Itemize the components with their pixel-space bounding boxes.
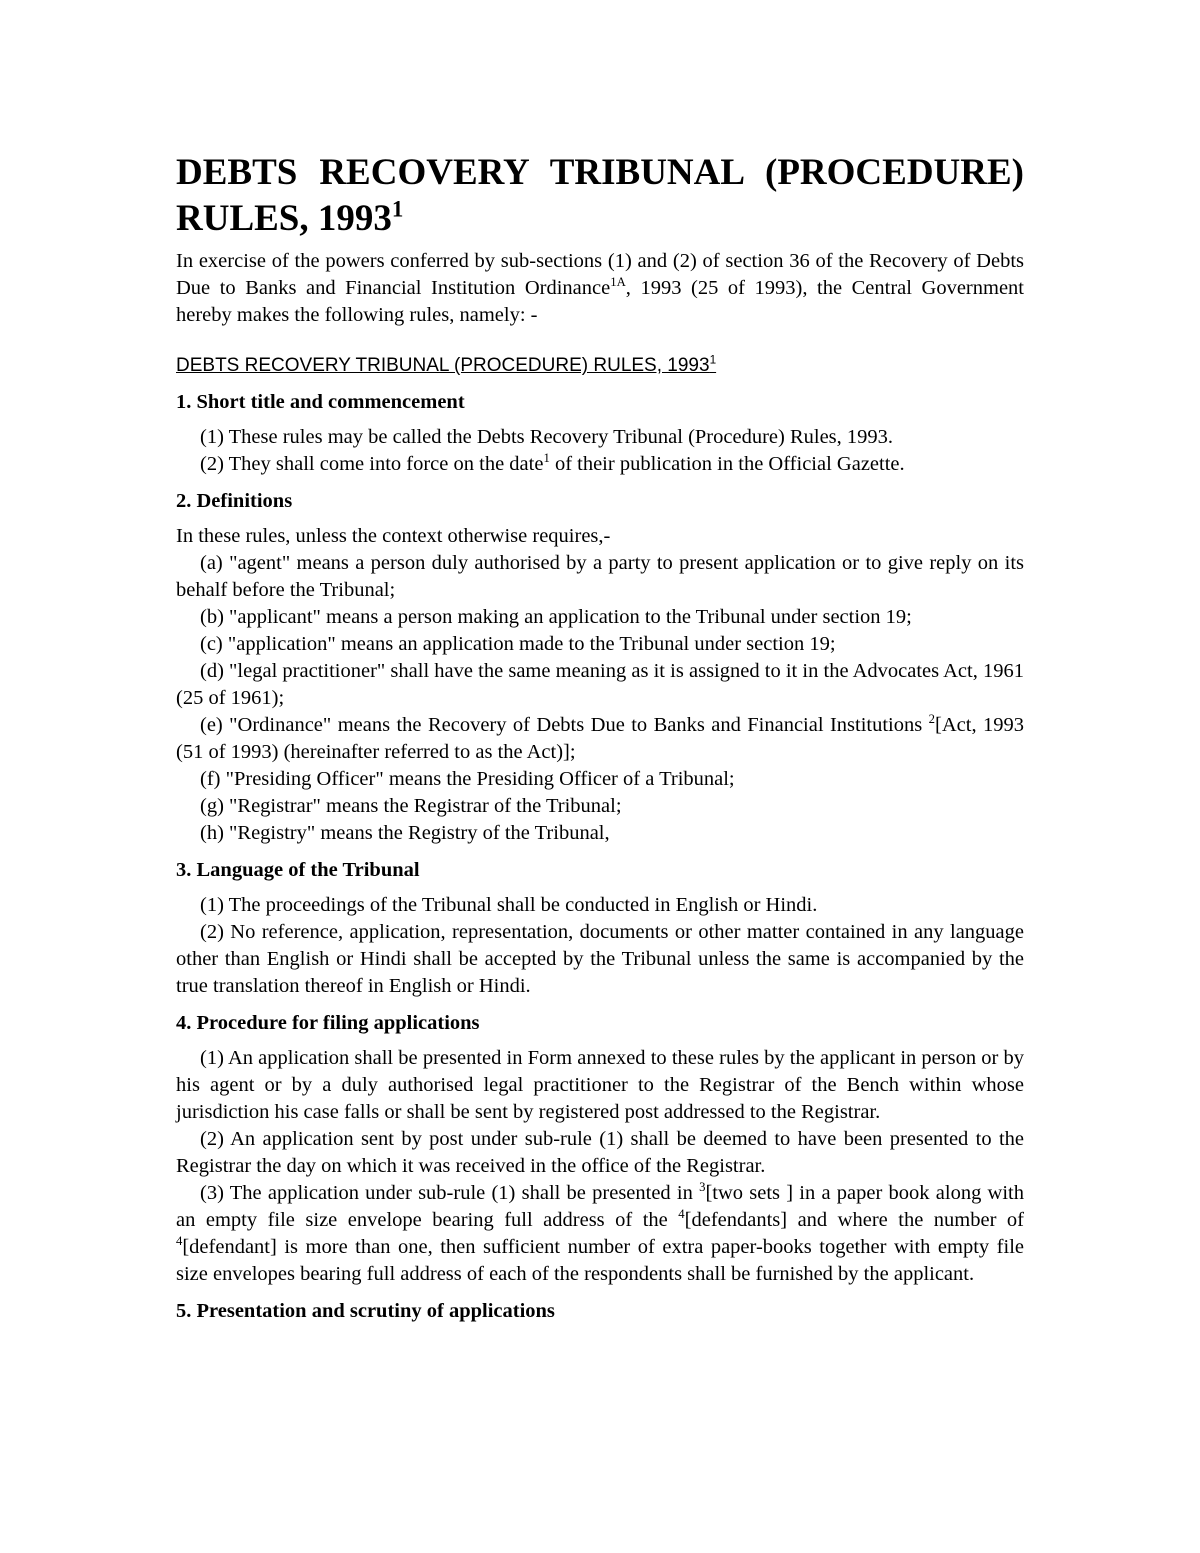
title-line-2 — [176, 196, 1024, 242]
underlined-subtitle — [176, 353, 1024, 379]
definition-c: (c) "application" means an application made to the Tribunal under section 19; — [200, 633, 836, 655]
date-footnote-marker: 1 — [543, 451, 550, 466]
title-footnote-marker: 1 — [391, 196, 404, 222]
title-line-1: DEBTS RECOVERY TRIBUNAL (PROCEDURE) — [176, 152, 1024, 193]
section-1-heading: 1. Short title and commencement — [176, 391, 465, 413]
definition-e-text-1: (e) "Ordinance" means the Recovery of Debts Due to Banks and Financial Institutions — [200, 714, 929, 736]
section-4-para-3-text-c: [defendants] and where the number of — [684, 1209, 1024, 1231]
section-1 — [176, 389, 1024, 478]
definitions-lead: In these rules, unless the context otherwise requires,- — [176, 525, 611, 547]
definition-e — [176, 712, 1024, 766]
section-5 — [176, 1298, 1024, 1325]
section-3-para-1: (1) The proceedings of the Tribunal shall be conducted in English or Hindi. — [200, 894, 818, 916]
section-4 — [176, 1010, 1024, 1288]
definition-b: (b) "applicant" means a person making an application to the Tribunal under section 19; — [200, 606, 912, 628]
section-1-para-1: (1) These rules may be called the Debts Recovery Tribunal (Procedure) Rules, 1993. — [200, 426, 894, 448]
intro-text-2: , 1993 (25 of 1993), the Central Government hereby makes the following rules, namely: - — [176, 277, 1024, 326]
document-title — [176, 150, 1024, 242]
section-1-para-2-text-a: (2) They shall come into force on the date — [200, 453, 544, 475]
section-4-para-3-text-d: [defendant] is more than one, then sufficient number of extra paper-books together with empty file size envelopes bearing full address of each of the respondents shall be furnished by the applicant. — [176, 1236, 1024, 1285]
section-3-heading: 3. Language of the Tribunal — [176, 859, 420, 881]
definition-g: (g) "Registrar" means the Registrar of the Tribunal; — [200, 795, 622, 817]
section-1-para-2-text-b: of their publication in the Official Gazette. — [549, 453, 905, 475]
section-4-para-2: (2) An application sent by post under sub-rule (1) shall be deemed to have been presented to the Registrar the day on which it was received in the office of the Registrar. — [176, 1128, 1024, 1177]
section-3-para-2: (2) No reference, application, representation, documents or other matter contained in any language other than English or Hindi shall be accepted by the Tribunal unless the same is accompanied by the true translation thereof in English or Hindi. — [176, 921, 1024, 997]
defendants-footnote-marker: 4 — [678, 1207, 685, 1222]
subtitle-text: DEBTS RECOVERY TRIBUNAL (PROCEDURE) RULES, 1993 — [176, 355, 710, 376]
definition-a: (a) "agent" means a person duly authorised by a party to present application or to give reply on its behalf before the Tribunal; — [176, 552, 1024, 601]
section-3 — [176, 857, 1024, 1000]
section-4-para-1: (1) An application shall be presented in Form annexed to these rules by the applicant in person or by his agent or by a duly authorised legal practitioner to the Registrar of the Bench within whose jurisdiction his case falls or shall be sent by registered post addressed to the Registrar. — [176, 1047, 1024, 1123]
definition-e-text-2: [Act, 1993 (51 of 1993) (hereinafter referred to as the Act)]; — [176, 714, 1024, 763]
document-page — [176, 150, 1024, 1335]
definition-e-footnote-marker: 2 — [928, 712, 936, 727]
intro-paragraph — [176, 248, 1024, 329]
section-4-para-3-text-b: [two sets ] in a paper book along with an empty file size envelope bearing full address of the — [176, 1182, 1024, 1231]
section-5-heading: 5. Presentation and scrutiny of applications — [176, 1300, 555, 1322]
section-4-para-3 — [176, 1180, 1024, 1288]
subtitle-footnote-marker: 1 — [709, 353, 717, 367]
intro-text-1: In exercise of the powers conferred by sub-sections (1) and (2) of section 36 of the Recovery of Debts Due to Banks and Financial Institution Ordinance — [176, 250, 1024, 299]
intro-footnote-marker: 1A — [610, 275, 626, 290]
definition-f: (f) "Presiding Officer" means the Presiding Officer of a Tribunal; — [200, 768, 735, 790]
two-sets-footnote-marker: 3 — [699, 1180, 706, 1195]
section-1-para-2 — [176, 451, 1024, 478]
title-line-2-text: RULES, 1993 — [176, 198, 392, 239]
defendant-footnote-marker: 4 — [176, 1234, 183, 1249]
section-4-heading: 4. Procedure for filing applications — [176, 1012, 480, 1034]
section-2-heading: 2. Definitions — [176, 490, 293, 512]
definition-h: (h) "Registry" means the Registry of the Tribunal, — [200, 822, 610, 844]
section-2 — [176, 488, 1024, 847]
definition-d: (d) "legal practitioner" shall have the same meaning as it is assigned to it in the Advocates Act, 1961 (25 of 1961); — [176, 660, 1024, 709]
section-4-para-3-text-a: (3) The application under sub-rule (1) shall be presented in — [200, 1182, 700, 1204]
